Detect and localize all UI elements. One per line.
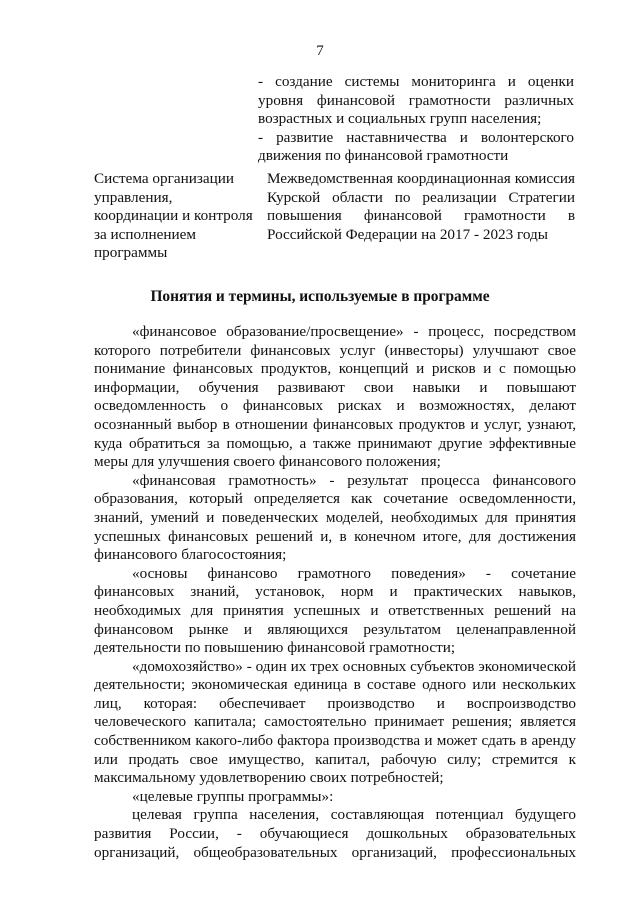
list-item: - создание системы мониторинга и оценки уровня финансовой грамотности различных возрастных и социальных групп населения; — [258, 73, 574, 128]
table-row-label — [94, 170, 259, 263]
table-label-line: за исполнением — [94, 225, 196, 243]
list-item: - развитие наставничества и волонтерского движения по финансовой грамотности — [258, 128, 574, 165]
paragraph: «финансовое образование/просвещение» - процесс, посредством которого потребители финансовых услуг (инвесторы) улучшают свое понимание финансовых продуктов, концепций и рисков и с помощью информации, обучения развивают свои навыки и повышают осведомленность о финансовых рисках и возможностях, делают осознанный выбор в отношении финансовых продуктов и услуг, узнают, куда обратиться за помощью, а также принимают другие эффективные меры для улучшения своего финансового положения; — [94, 323, 576, 471]
page-number: 7 — [316, 43, 324, 59]
table-label-line: координации и контроля — [94, 207, 253, 225]
table-row-value: Межведомственная координационная комиссия Курской области по реализации Стратегии повышения финансовой грамотности в Российской Федерации на 2017 - 2023 годы — [267, 170, 575, 243]
table-label-line: управления, — [94, 188, 173, 206]
paragraph: «домохозяйство» - один их трех основных субъектов экономической деятельности; экономическая единица в составе одного или нескольких лиц, которая: обеспечивает производство и воспроизводство человеческого капитала; самостоятельно принимает решения; является собственником какого-либо фактора производства и может сдать в аренду или продать свое имущество, капитал, рабочую силу; стремится к максимальному удовлетворению своих потребностей; — [94, 657, 576, 787]
table-label-line: программы — [94, 244, 168, 262]
body-text — [94, 323, 576, 862]
paragraph: «целевые группы программы»: — [132, 787, 334, 805]
top-list — [258, 73, 574, 166]
section-heading: Понятия и термины, используемые в программе — [150, 288, 490, 305]
paragraph: «финансовая грамотность» - результат процесса финансового образования, который определяется как сочетание осведомленности, знаний, умений и поведенческих моделей, необходимых для принятия успешных финансовых решений и, в конечном итоге, для достижения финансового благосостояния; — [94, 471, 576, 564]
paragraph: «основы финансово грамотного поведения» - сочетание финансовых знаний, установок, норм и практических навыков, необходимых для принятия успешных и ответственных решений на финансовом рынке и являющихся результатом целенаправленной деятельности по повышению финансовой грамотности; — [94, 564, 576, 657]
table-label-line: Система организации — [94, 170, 234, 187]
paragraph: целевая группа населения, составляющая потенциал будущего развития России, - обучающиеся дошкольных образовательных организаций, общеобразовательных организаций, профессиональных — [94, 806, 576, 861]
